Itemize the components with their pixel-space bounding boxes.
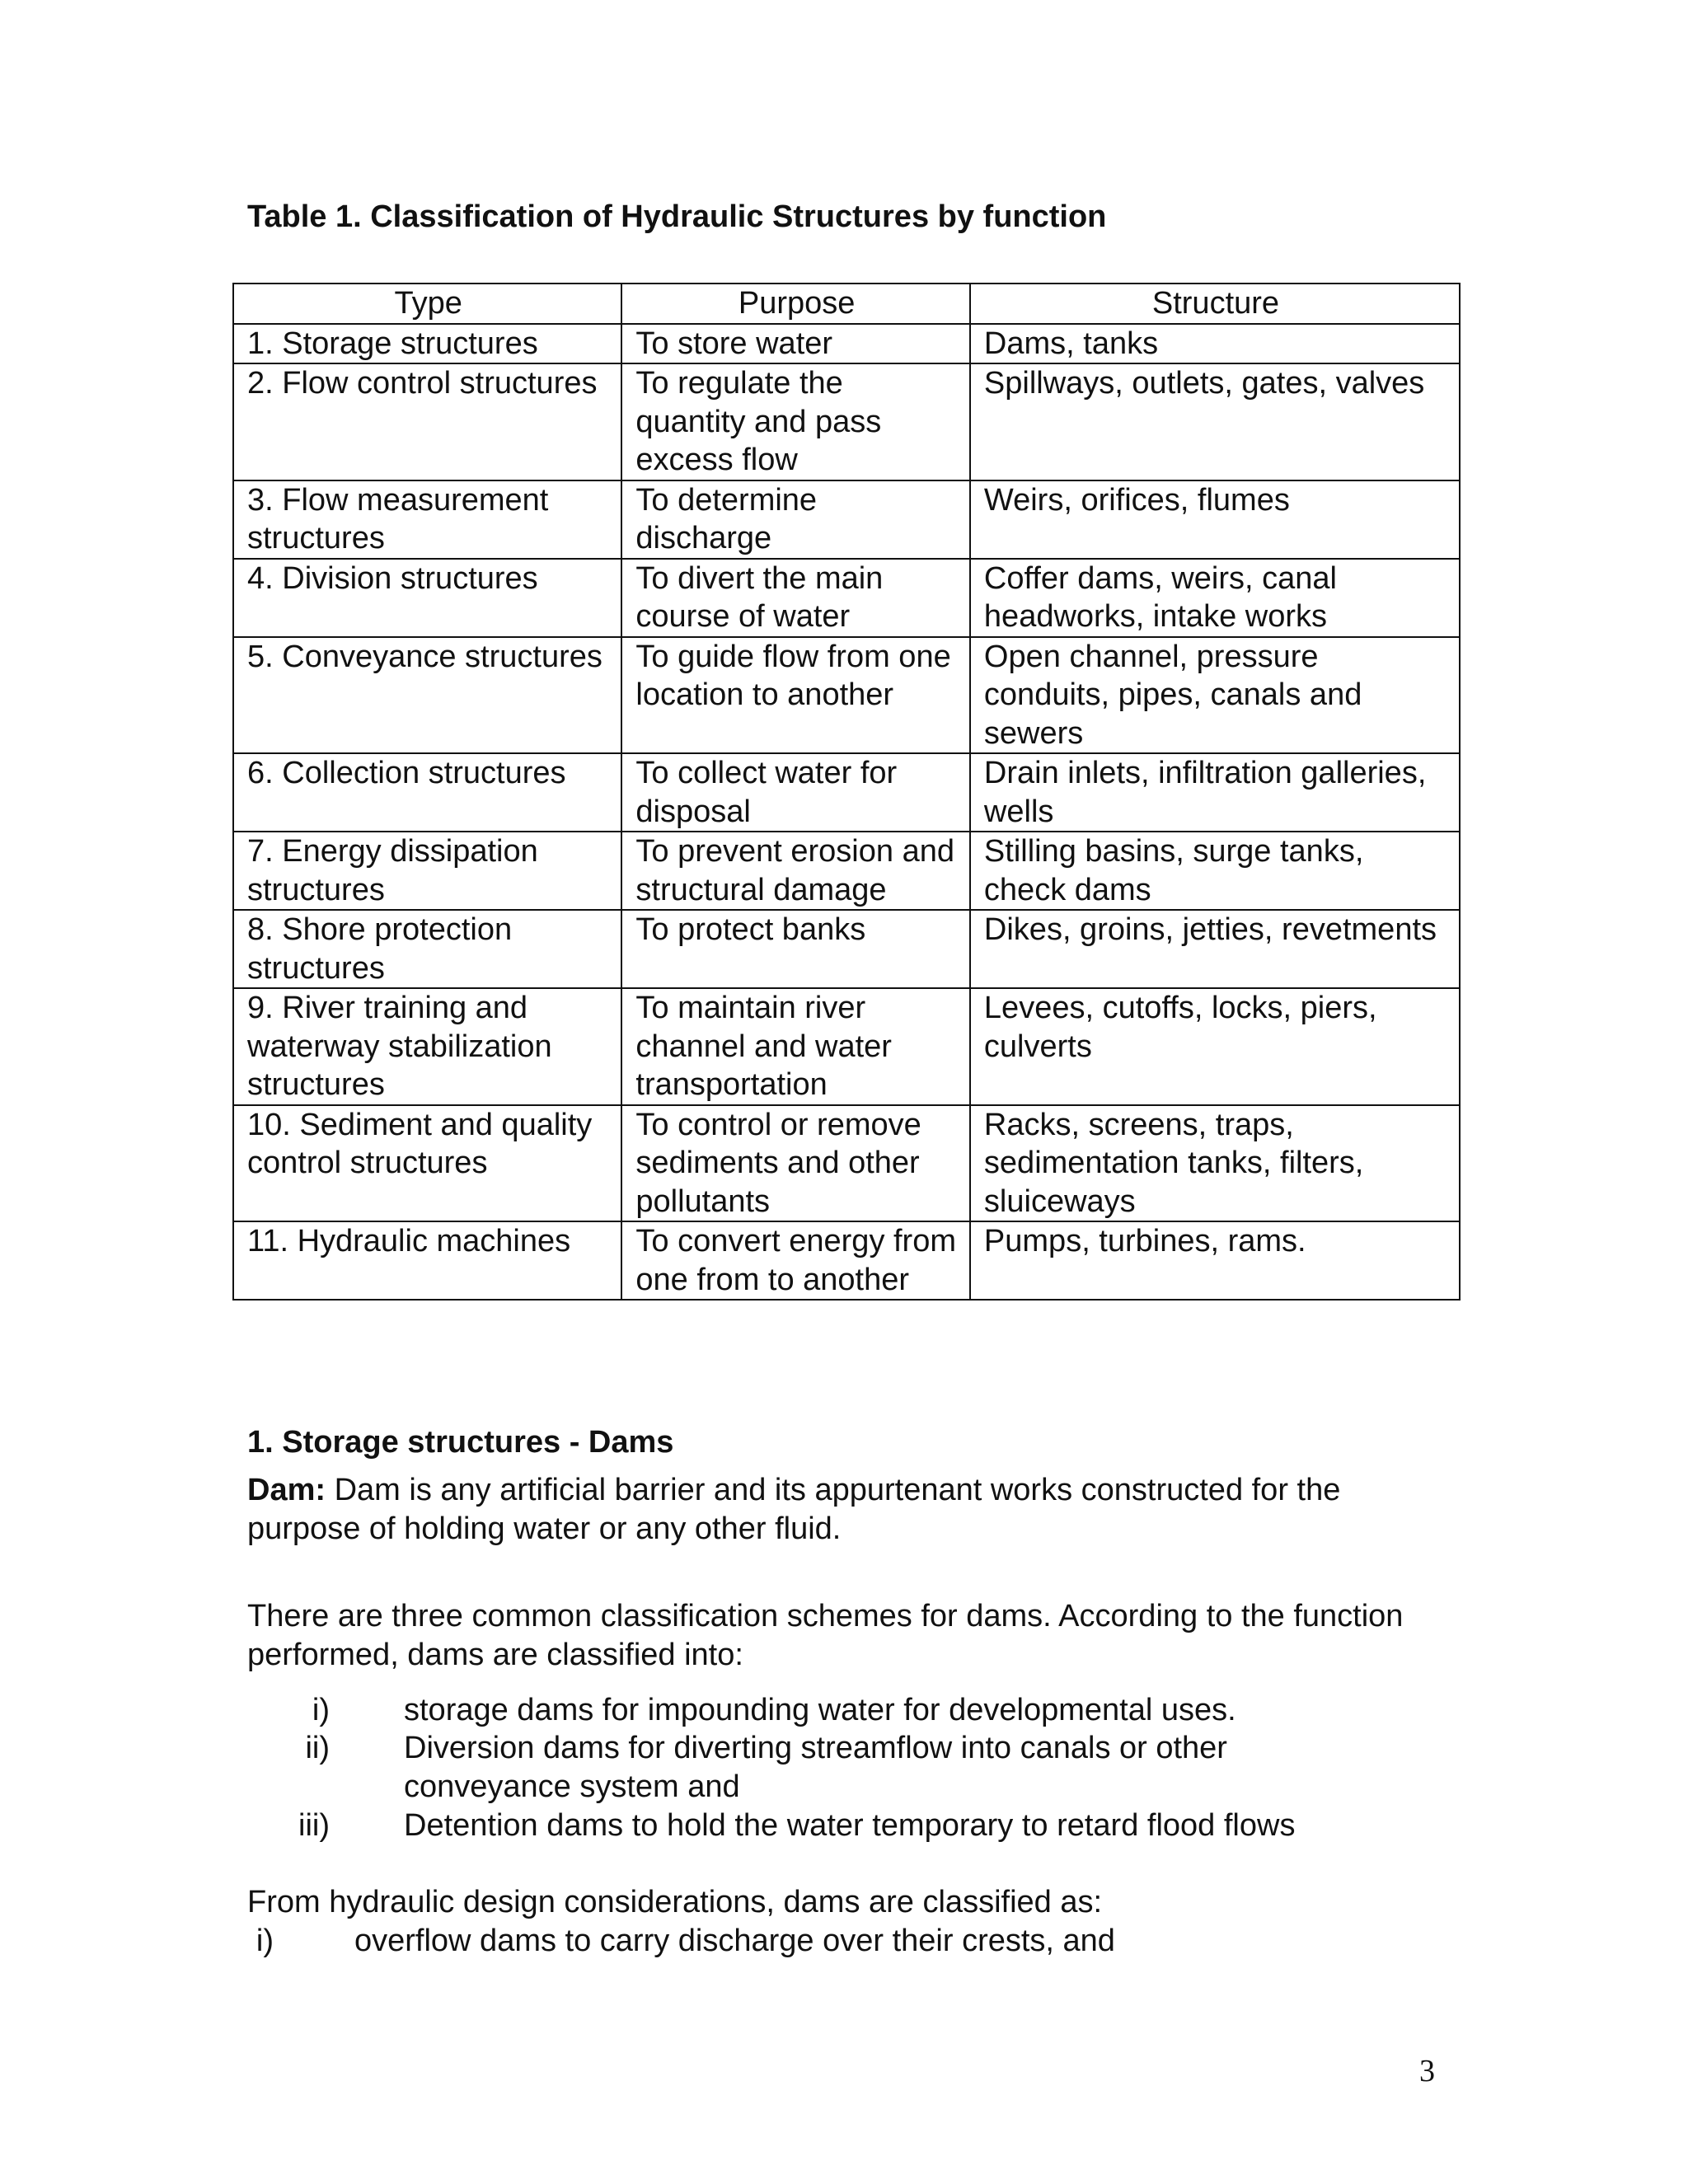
cell-type: 2. Flow control structures xyxy=(233,363,621,480)
list-marker: i) xyxy=(256,1924,274,1958)
list-text: overflow dams to carry discharge over their crests, and xyxy=(354,1924,1115,1958)
classification-table xyxy=(232,283,1461,1301)
cell-type: 11. Hydraulic machines xyxy=(233,1221,621,1300)
table-row xyxy=(233,753,1460,832)
cell-purpose: To protect banks xyxy=(621,910,970,988)
table-row xyxy=(233,988,1460,1105)
table-row xyxy=(233,363,1460,480)
header-type: Type xyxy=(233,284,621,324)
list-text: Diversion dams for diverting streamflow into canals or other conveyance system and xyxy=(404,1731,1227,1804)
cell-purpose: To control or remove sediments and other pollutants xyxy=(621,1105,970,1222)
table-header-row xyxy=(233,284,1460,324)
table-row xyxy=(233,559,1460,637)
cell-purpose: To maintain river channel and water transportation xyxy=(621,988,970,1105)
cell-structure: Dams, tanks xyxy=(970,324,1460,364)
cell-purpose: To convert energy from one from to another xyxy=(621,1221,970,1300)
cell-type: 9. River training and waterway stabilization structures xyxy=(233,988,621,1105)
table-row xyxy=(233,1105,1460,1222)
cell-structure: Spillways, outlets, gates, valves xyxy=(970,363,1460,480)
page-number: 3 xyxy=(1419,2054,1435,2088)
cell-purpose: To prevent erosion and structural damage xyxy=(621,832,970,910)
cell-structure: Racks, screens, traps, sedimentation tanks, filters, sluiceways xyxy=(970,1105,1460,1222)
cell-type: 1. Storage structures xyxy=(233,324,621,364)
cell-structure: Weirs, orifices, flumes xyxy=(970,480,1460,559)
hydraulic-intro: From hydraulic design considerations, dams are classified as: xyxy=(247,1885,1103,1919)
cell-structure: Open channel, pressure conduits, pipes, canals and sewers xyxy=(970,637,1460,754)
header-purpose: Purpose xyxy=(621,284,970,324)
cell-type: 4. Division structures xyxy=(233,559,621,637)
header-structure: Structure xyxy=(970,284,1460,324)
cell-structure: Drain inlets, infiltration galleries, wells xyxy=(970,753,1460,832)
cell-type: 10. Sediment and quality control structures xyxy=(233,1105,621,1222)
table-row xyxy=(233,832,1460,910)
list-marker: ii) xyxy=(305,1731,330,1765)
table-row xyxy=(233,1221,1460,1300)
cell-purpose: To determine discharge xyxy=(621,480,970,559)
list-text: Detention dams to hold the water temporary to retard flood flows xyxy=(404,1808,1296,1843)
cell-structure: Pumps, turbines, rams. xyxy=(970,1221,1460,1300)
table-row xyxy=(233,324,1460,364)
cell-type: 6. Collection structures xyxy=(233,753,621,832)
cell-purpose: To collect water for disposal xyxy=(621,753,970,832)
list-marker: iii) xyxy=(298,1808,330,1843)
cell-purpose: To divert the main course of water xyxy=(621,559,970,637)
dam-definition xyxy=(247,1471,1451,1548)
cell-type: 8. Shore protection structures xyxy=(233,910,621,988)
dam-definition-term: Dam: xyxy=(247,1473,326,1507)
cell-structure: Levees, cutoffs, locks, piers, culverts xyxy=(970,988,1460,1105)
section-heading: 1. Storage structures - Dams xyxy=(247,1425,674,1460)
table-title: Table 1. Classification of Hydraulic Structures by function xyxy=(247,199,1107,234)
dam-definition-text: Dam is any artificial barrier and its appurtenant works constructed for the purpose of holding water or any other fluid. xyxy=(247,1473,1341,1546)
cell-structure: Coffer dams, weirs, canal headworks, intake works xyxy=(970,559,1460,637)
cell-purpose: To store water xyxy=(621,324,970,364)
list-marker: i) xyxy=(312,1693,330,1727)
cell-structure: Dikes, groins, jetties, revetments xyxy=(970,910,1460,988)
list-text: storage dams for impounding water for developmental uses. xyxy=(404,1693,1236,1727)
cell-type: 3. Flow measurement structures xyxy=(233,480,621,559)
cell-structure: Stilling basins, surge tanks, check dams xyxy=(970,832,1460,910)
cell-type: 7. Energy dissipation structures xyxy=(233,832,621,910)
table-row xyxy=(233,910,1460,988)
classification-intro: There are three common classification schemes for dams. According to the function performed, dams are classified into: xyxy=(247,1599,1404,1672)
cell-type: 5. Conveyance structures xyxy=(233,637,621,754)
cell-purpose: To regulate the quantity and pass excess flow xyxy=(621,363,970,480)
cell-purpose: To guide flow from one location to another xyxy=(621,637,970,754)
table-row xyxy=(233,480,1460,559)
table-row xyxy=(233,637,1460,754)
